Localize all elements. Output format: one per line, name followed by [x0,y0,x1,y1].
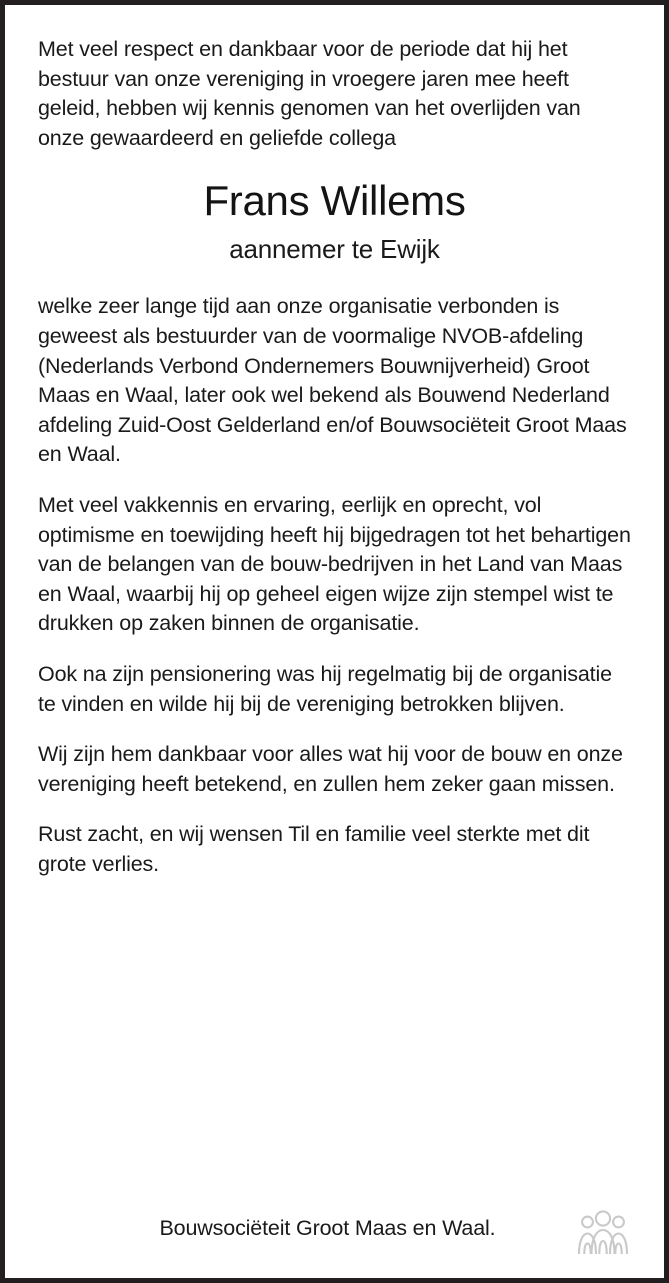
deceased-name-block [38,176,631,266]
paragraph-2: Met veel vakkennis en ervaring, eerlijk en oprecht, vol optimisme en toewijding heeft hij bijgedragen tot het behartigen van de belangen van de bouw-bedrijven in het Land van Maas en Waal, waarbij hij op geheel eigen wijze zijn stempel wist te drukken op zaken binnen de organisatie. [38,492,631,636]
paragraph-4: Wij zijn hem dankbaar voor alles wat hij voor de bouw en onze vereniging heeft betekend, en zullen hem zeker gaan missen. [38,742,623,796]
signature-block [38,1214,631,1242]
deceased-role: aannemer te Ewijk [229,234,440,265]
intro-text-block [38,35,631,153]
name-spacer [38,266,631,292]
paragraph-5: Rust zacht, en wij wensen Til en familie veel sterkte met dit grote verlies. [38,822,590,876]
signature-text: Bouwsociëteit Groot Maas en Waal. [159,1216,496,1240]
main-text-block [38,292,631,879]
three-people-group-icon [575,1210,631,1256]
deceased-name: Frans Willems [203,177,466,225]
intro-paragraph: Met veel respect en dankbaar voor de periode dat hij het bestuur van onze vereniging in vroegere jaren mee heeft geleid, hebben wij kennis genomen van het overlijden van onze gewaardeerd en geliefde collega [38,37,581,150]
paragraph-3: Ook na zijn pensionering was hij regelmatig bij de organisatie te vinden en wilde hij bij de vereniging betrokken blijven. [38,661,612,716]
obituary-content [5,5,664,1278]
paragraph-1: welke zeer lange tijd aan onze organisatie verbonden is geweest als bestuurder van de voormalige NVOB-afdeling (Nederlands Verbond Ondernemers Bouwnijverheid) Groot Maas en Waal, later ook wel bekend als Bouwend Nederland afdeling Zuid-Oost Gelderland en/of Bouwsociëteit Groot Maas en Waal. [38,294,627,467]
